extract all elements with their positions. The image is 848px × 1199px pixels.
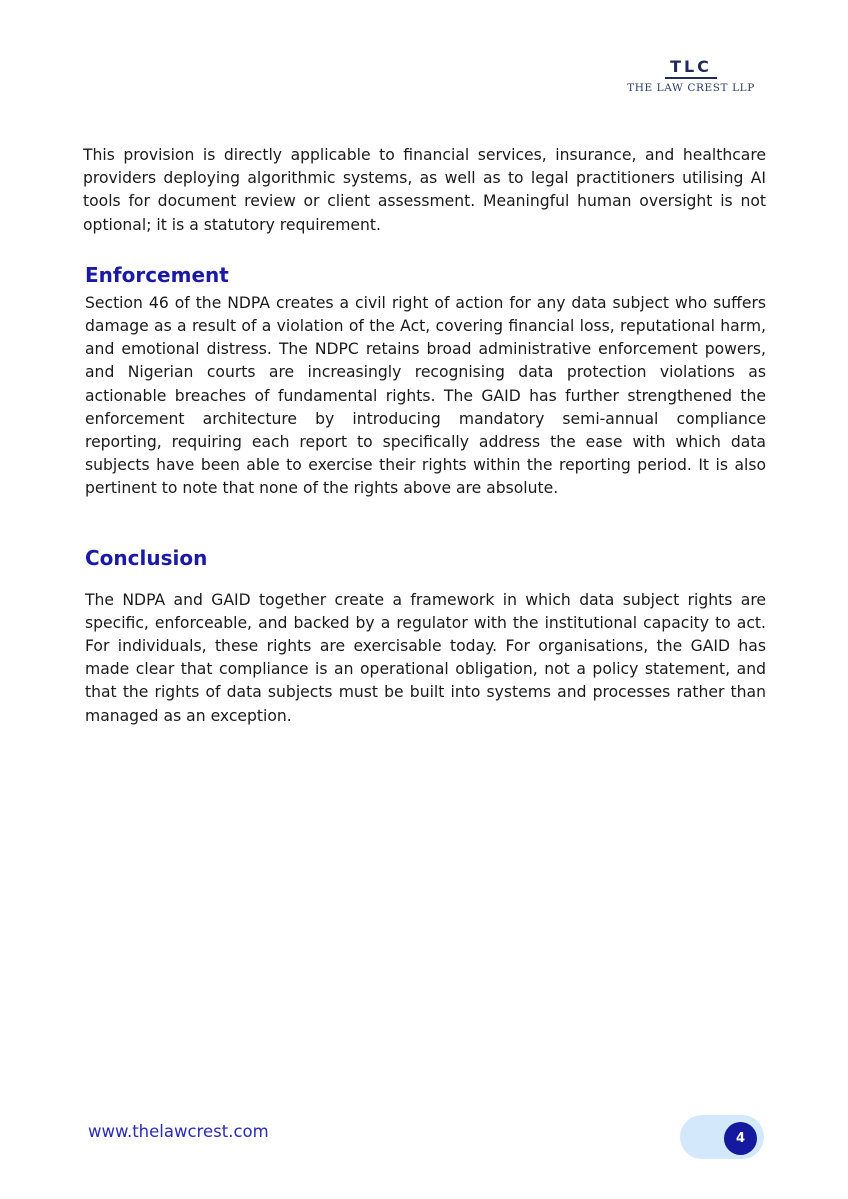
logo-underline: [665, 77, 717, 79]
conclusion-paragraph: The NDPA and GAID together create a framework in which data subject rights are specific, enforceable, and backed by a regulator with the institutional capacity to act. For individuals, these rights are exercisable today. For organisations, the GAID has made clear that compliance is an operational obligation, not a policy statement, and that the rights of data subjects must be built into systems and processes rather than managed as an exception.: [85, 590, 766, 725]
intro-paragraph: This provision is directly applicable to financial services, insurance, and healthcare providers deploying algorithmic systems, as well as to legal practitioners utilising AI tools for document review or client assessment. Meaningful human oversight is not optional; it is a statutory requirement.: [83, 146, 766, 234]
logo-monogram: TLC: [670, 57, 712, 76]
website-link[interactable]: www.thelawcrest.com: [88, 1122, 269, 1141]
page-number-badge: 4: [724, 1122, 757, 1155]
logo-mark: [626, 58, 756, 79]
logo-firm-name: THE LAW CREST LLP: [627, 82, 755, 94]
conclusion-heading: Conclusion: [85, 545, 208, 570]
enforcement-heading: Enforcement: [85, 262, 229, 287]
document-body: [83, 144, 766, 728]
firm-logo: [626, 58, 756, 94]
enforcement-paragraph: Section 46 of the NDPA creates a civil right of action for any data subject who suffers damage as a result of a violation of the Act, covering financial loss, reputational harm, and emotional distress. The NDPC retains broad administrative enforcement powers, and Nigerian courts are increasingly recognising data protection violations as actionable breaches of fundamental rights. The GAID has further strengthened the enforcement architecture by introducing mandatory semi-annual compliance reporting, requiring each report to specifically address the ease with which data subjects have been able to exercise their rights within the reporting period. It is also pertinent to note that none of the rights above are absolute.: [85, 293, 766, 498]
